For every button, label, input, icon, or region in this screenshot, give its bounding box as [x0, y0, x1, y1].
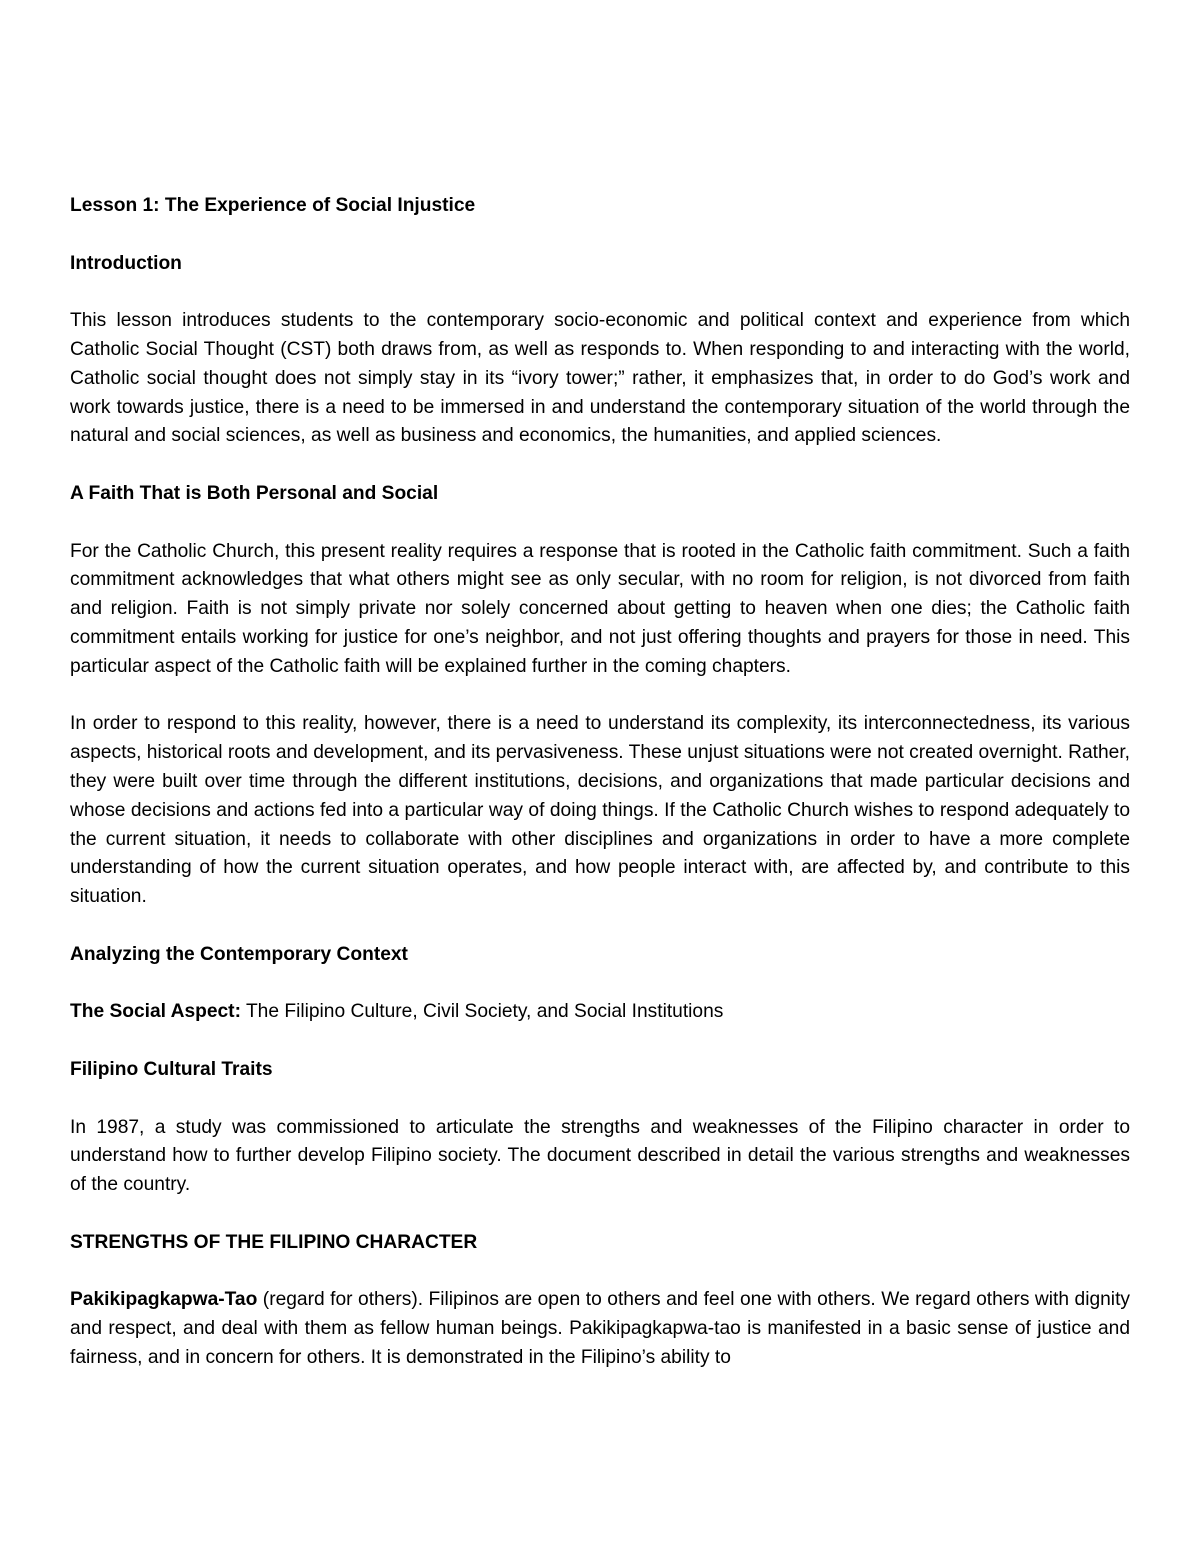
- faith-heading: A Faith That is Both Personal and Social: [70, 482, 439, 504]
- introduction-heading: Introduction: [70, 252, 182, 274]
- document-page: [70, 192, 1130, 1373]
- faith-paragraph-1: For the Catholic Church, this present reality requires a response that is rooted in the Catholic faith commitment. Such a faith commitment acknowledges that what others might see as only secular, with no room for religion, is not divorced from faith and religion. Faith is not simply private nor solely concerned about getting to heaven when one dies; the Catholic faith commitment entails working for justice for one’s neighbor, and not just offering thoughts and prayers for those in need. This particular aspect of the Catholic faith will be explained further in the coming chapters.: [70, 540, 1130, 677]
- analyzing-heading: Analyzing the Contemporary Context: [70, 943, 408, 965]
- strengths-text: (regard for others). Filipinos are open to others and feel one with others. We regard others with dignity and respect, and deal with them as fellow human beings. Pakikipagkapwa-tao is manifested in a basic sense of justice and fairness, and in concern for others. It is demonstrated in the Filipino’s ability to: [70, 1289, 1130, 1368]
- faith-paragraph-2: In order to respond to this reality, however, there is a need to understand its complexity, its interconnectedness, its various aspects, historical roots and development, and its pervasiveness. These unjust situations were not created overnight. Rather, they were built over time through the different institutions, decisions, and organizations that made particular decisions and whose decisions and actions fed into a particular way of doing things. If the Catholic Church wishes to respond adequately to the current situation, it needs to collaborate with other disciplines and organizations in order to have a more complete understanding of how the current situation operates, and how people interact with, are affected by, and contribute to this situation.: [70, 713, 1130, 908]
- lesson-title: Lesson 1: The Experience of Social Injustice: [70, 195, 476, 216]
- social-aspect-label: The Social Aspect:: [70, 1001, 241, 1023]
- social-aspect-text: The Filipino Culture, Civil Society, and Social Institutions: [240, 1001, 724, 1023]
- strengths-heading: STRENGTHS OF THE FILIPINO CHARACTER: [70, 1231, 478, 1253]
- strengths-paragraph: [70, 1286, 1130, 1372]
- strengths-term: Pakikipagkapwa-Tao: [70, 1289, 258, 1311]
- social-aspect-line: [70, 998, 1130, 1027]
- introduction-paragraph: This lesson introduces students to the contemporary socio-economic and political context and experience from which Catholic Social Thought (CST) both draws from, as well as responds to. When responding to and interacting with the world, Catholic social thought does not simply stay in its “ivory tower;” rather, it emphasizes that, in order to do God’s work and work towards justice, there is a need to be immersed in and understand the contemporary situation of the world through the natural and social sciences, as well as business and economics, the humanities, and applied sciences.: [70, 310, 1130, 447]
- traits-paragraph: In 1987, a study was commissioned to articulate the strengths and weaknesses of the Filipino character in order to understand how to further develop Filipino society. The document described in detail the various strengths and weaknesses of the country.: [70, 1116, 1130, 1196]
- traits-heading: Filipino Cultural Traits: [70, 1058, 273, 1080]
